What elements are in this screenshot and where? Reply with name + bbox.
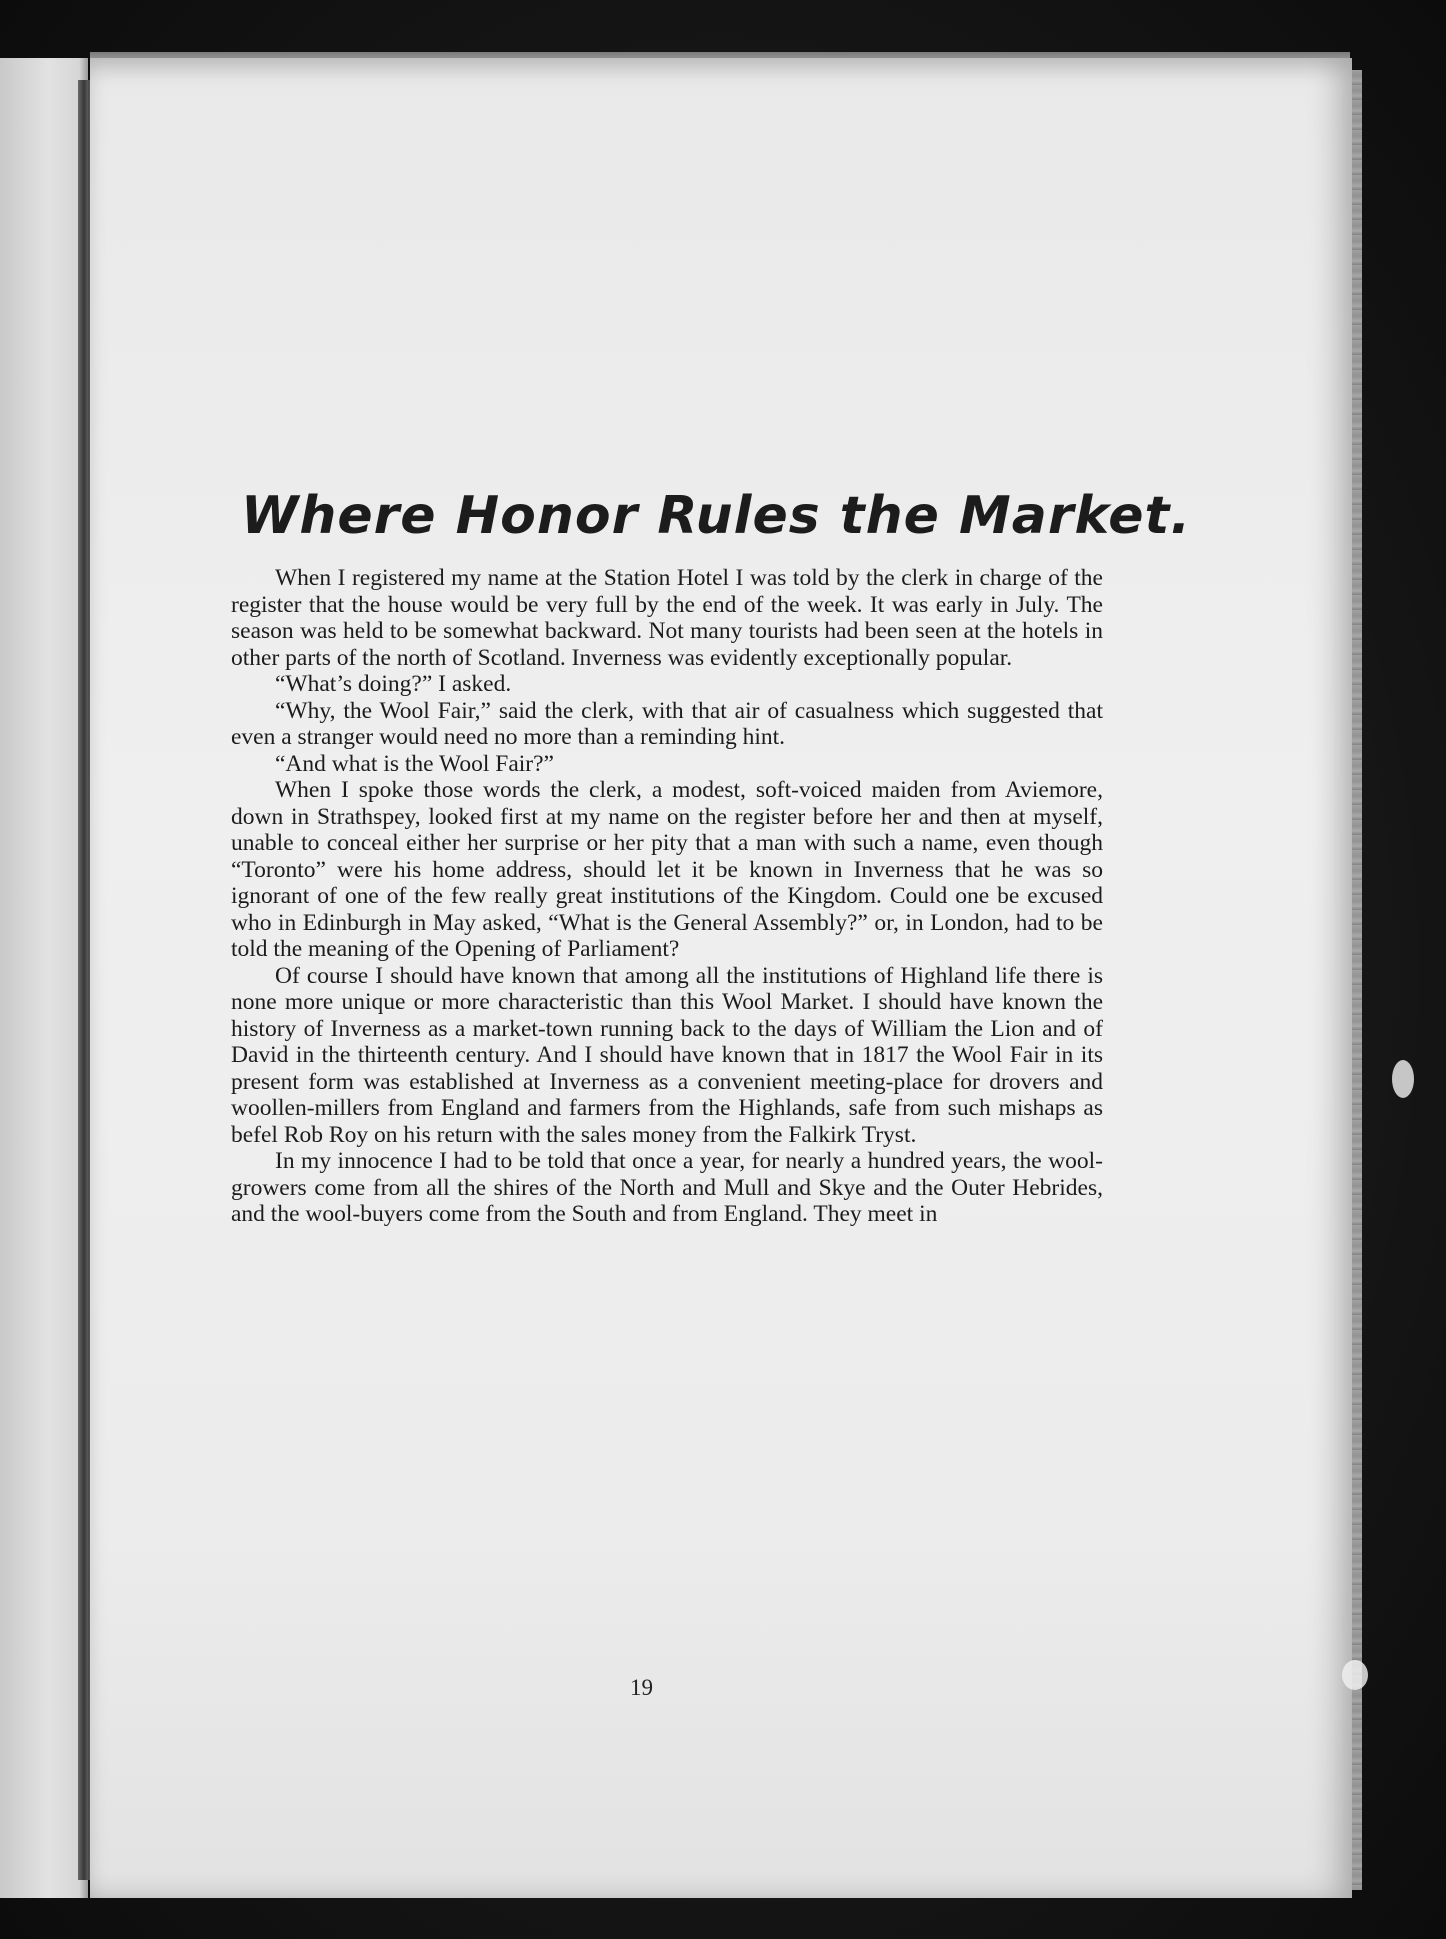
article-title: Where Honor Rules the Market.	[241, 486, 1192, 546]
paragraph: “Why, the Wool Fair,” said the clerk, with that air of casualness which suggested that even a stranger would need no more than a reminding hint.	[231, 697, 1103, 751]
paragraph: “What’s doing?” I asked.	[275, 671, 512, 698]
scan-speck	[1342, 1660, 1368, 1690]
page-number: 19	[630, 1675, 653, 1700]
paragraph: In my innocence I had to be told that once a year, for nearly a hundred years, the wool-growers come from all the shires of the North and Mull and Skye and the Outer Hebrides, and the wool-buyers come from the South and from England. They meet in	[231, 1148, 1103, 1228]
paragraph: “And what is the Wool Fair?”	[275, 750, 554, 777]
book-gutter	[78, 80, 90, 1880]
paragraph: Of course I should have known that among all the institutions of Highland life there is none more unique or more characteristic than this Wool Market. I should have known the history of Inverness as a market-town running back to the days of William the Lion and of David in the thirteenth century. And I should have known that in 1817 the Wool Fair in its present form was established at Inverness as a convenient meeting-place for drovers and woollen-millers from England and farmers from the Highlands, safe from such mishaps as befel Rob Roy on his return with the sales money from the Falkirk Tryst.	[231, 962, 1103, 1148]
paragraph: When I spoke those words the clerk, a modest, soft-voiced maiden from Aviemore, down in Strathspey, looked first at my name on the register before her and then at myself, unable to conceal either her surprise or her pity that a man with such a name, even though “Toronto” were his home address, should let it be known in Inverness that he was so ignorant of one of the few really great institutions of the Kingdom. Could one be excused who in Edinburgh in May asked, “What is the General Assembly?” or, in London, had to be told the meaning of the Opening of Parliament?	[231, 777, 1103, 963]
paragraph: When I registered my name at the Station Hotel I was told by the clerk in charge of the register that the house would be very full by the end of the week. It was early in July. The season was held to be somewhat backward. Not many tourists had been seen at the hotels in other parts of the north of Scotland. Inverness was evidently exceptionally popular.	[231, 565, 1103, 671]
article	[231, 486, 1192, 1228]
article-body	[231, 565, 1103, 1228]
facing-page-edge	[0, 58, 88, 1898]
scan-speck	[1392, 1060, 1414, 1098]
